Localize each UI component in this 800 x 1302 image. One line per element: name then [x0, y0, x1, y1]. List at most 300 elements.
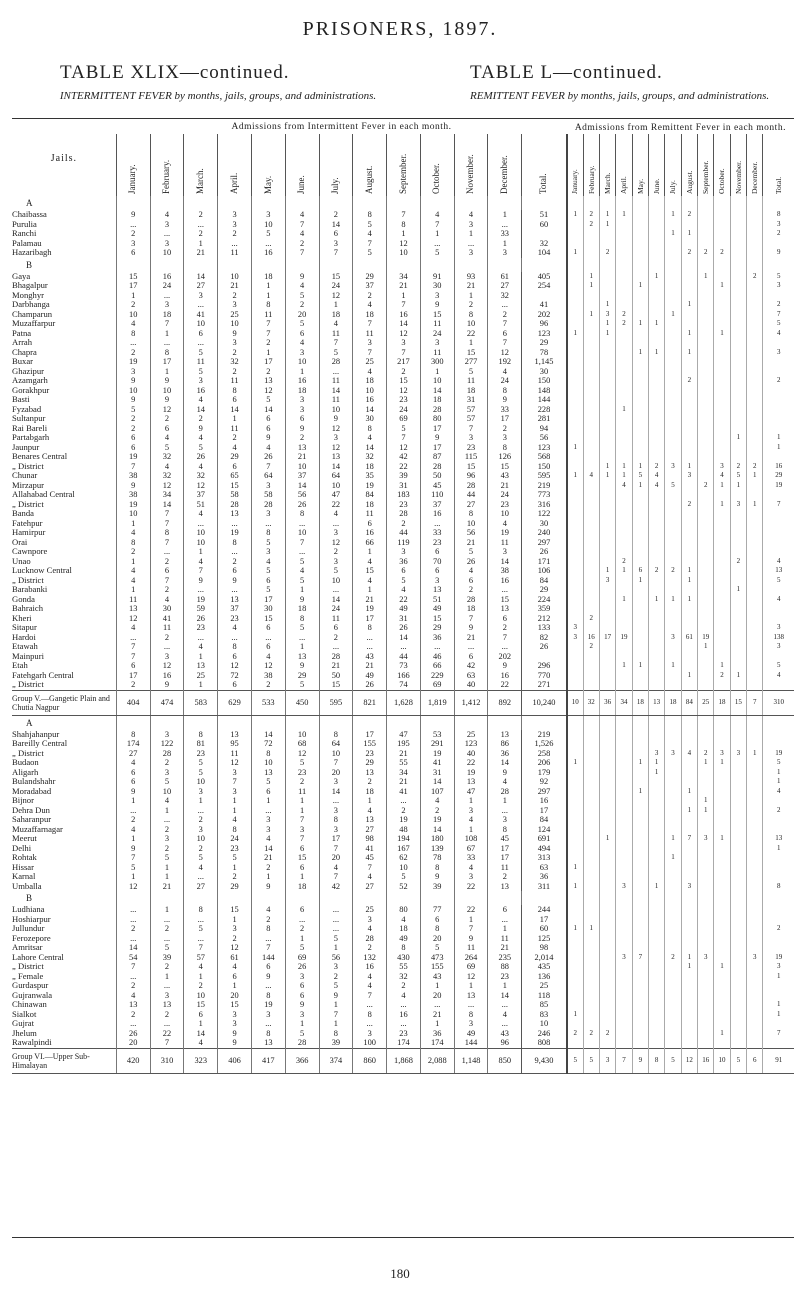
remittent-cell: 2 [698, 749, 714, 759]
intermittent-cell: 9 [488, 768, 522, 778]
intermittent-cell: ... [150, 915, 184, 925]
remittent-cell [616, 229, 632, 239]
intermittent-cell: 30 [251, 604, 285, 614]
intermittent-cell: 1 [387, 291, 421, 301]
intermittent-cell: 8 [420, 863, 454, 873]
intermittent-cell: ... [454, 642, 488, 652]
intermittent-cell: 6 [251, 414, 285, 424]
remittent-total-cell: 29 [763, 471, 794, 481]
remittent-cell [730, 248, 746, 258]
intermittent-cell: ... [218, 633, 252, 643]
empty-cell [218, 196, 252, 210]
remittent-cell [616, 281, 632, 291]
remittent-cell: 1 [681, 671, 697, 681]
intermittent-cell: 15 [218, 481, 252, 491]
intermittent-cell: ... [150, 547, 184, 557]
remittent-cell [665, 680, 681, 690]
intermittent-cell: 61 [488, 272, 522, 282]
remittent-month-header [567, 134, 583, 196]
intermittent-cell: 366 [285, 1048, 319, 1073]
intermittent-cell: 96 [488, 1038, 522, 1048]
intermittent-cell: 6 [116, 443, 150, 453]
empty-cell [763, 196, 794, 210]
remittent-cell [698, 863, 714, 873]
remittent-cell [632, 414, 648, 424]
remittent-cell: 2 [681, 376, 697, 386]
remittent-cell [747, 329, 763, 339]
empty-cell [616, 196, 632, 210]
intermittent-cell: 61 [218, 953, 252, 963]
intermittent-cell: ... [353, 1019, 387, 1029]
intermittent-cell: 42 [454, 661, 488, 671]
empty-cell [522, 196, 567, 210]
intermittent-cell: 7 [353, 319, 387, 329]
remittent-cell [747, 934, 763, 944]
intermittent-cell: 27 [488, 281, 522, 291]
intermittent-cell: 7 [353, 348, 387, 358]
remittent-cell [599, 239, 615, 249]
remittent-total-cell: 2 [763, 376, 794, 386]
remittent-cell [648, 953, 664, 963]
intermittent-cell: 11 [319, 376, 353, 386]
remittent-cell [665, 1010, 681, 1020]
intermittent-total-cell: 2,014 [522, 953, 567, 963]
intermittent-cell: 31 [387, 614, 421, 624]
intermittent-cell: 5 [285, 623, 319, 633]
empty-cell [665, 891, 681, 905]
remittent-cell: 1 [567, 248, 583, 258]
intermittent-cell: 12 [319, 443, 353, 453]
remittent-cell [616, 291, 632, 301]
intermittent-cell: 13 [420, 585, 454, 595]
intermittent-cell: 3 [285, 1010, 319, 1020]
remittent-cell [714, 872, 730, 882]
remittent-total-cell: 19 [763, 749, 794, 759]
table-row [12, 376, 794, 386]
intermittent-cell: 23 [285, 768, 319, 778]
remittent-cell: 1 [681, 787, 697, 797]
remittent-cell [648, 519, 664, 529]
intermittent-cell: 2 [353, 291, 387, 301]
intermittent-cell: ... [488, 806, 522, 816]
remittent-cell [665, 281, 681, 291]
intermittent-month-header [319, 134, 353, 196]
intermittent-cell: 2 [184, 414, 218, 424]
intermittent-cell: 9 [454, 934, 488, 944]
remittent-cell [681, 1010, 697, 1020]
intermittent-cell: 1 [285, 642, 319, 652]
remittent-cell [698, 614, 714, 624]
remittent-cell [747, 1010, 763, 1020]
intermittent-cell: 18 [420, 395, 454, 405]
month-label: April. [228, 172, 239, 194]
intermittent-cell: 14 [184, 405, 218, 415]
remittent-cell [698, 825, 714, 835]
intermittent-cell: 2 [285, 300, 319, 310]
remittent-cell: 1 [632, 661, 648, 671]
intermittent-cell: 2 [150, 962, 184, 972]
intermittent-cell: 17 [488, 844, 522, 854]
remittent-cell [747, 915, 763, 925]
intermittent-cell: 24 [319, 604, 353, 614]
intermittent-cell: 229 [420, 671, 454, 681]
remittent-cell [599, 924, 615, 934]
remittent-cell [583, 815, 599, 825]
intermittent-total-cell: 258 [522, 749, 567, 759]
jail-name: Bhagalpur [12, 281, 48, 290]
remittent-cell [681, 758, 697, 768]
intermittent-cell: 9 [420, 300, 454, 310]
remittent-cell [714, 424, 730, 434]
remittent-cell [567, 386, 583, 396]
remittent-total-cell: 1 [763, 433, 794, 443]
remittent-cell [698, 405, 714, 415]
remittent-cell [567, 367, 583, 377]
remittent-cell [665, 300, 681, 310]
remittent-total-cell [763, 414, 794, 424]
intermittent-cell: 50 [420, 471, 454, 481]
jail-name: Sitapur [12, 623, 37, 632]
intermittent-total-cell [522, 652, 567, 662]
jail-name: Ludhiana [12, 905, 45, 914]
intermittent-cell: 4 [184, 962, 218, 972]
intermittent-total-cell: 124 [522, 825, 567, 835]
remittent-cell [747, 376, 763, 386]
intermittent-cell: 5 [251, 777, 285, 787]
intermittent-cell: 21 [454, 281, 488, 291]
intermittent-cell: 1 [285, 806, 319, 816]
remittent-cell [599, 348, 615, 358]
jail-name: Meerut [12, 834, 37, 843]
remittent-cell [730, 825, 746, 835]
intermittent-cell: 850 [488, 1048, 522, 1073]
remittent-cell [747, 443, 763, 453]
intermittent-cell: ... [488, 585, 522, 595]
remittent-cell: 4 [714, 471, 730, 481]
remittent-cell [616, 519, 632, 529]
intermittent-cell: 19 [116, 452, 150, 462]
table-row [12, 614, 794, 624]
remittent-cell [730, 210, 746, 220]
remittent-cell [747, 528, 763, 538]
remittent-cell [714, 844, 730, 854]
remittent-cell [730, 239, 746, 249]
remittent-cell [698, 229, 714, 239]
remittent-cell [616, 972, 632, 982]
empty-cell [583, 715, 599, 730]
remittent-cell [567, 414, 583, 424]
empty-cell [648, 891, 664, 905]
remittent-cell: 5 [665, 1048, 681, 1073]
remittent-cell [730, 566, 746, 576]
month-label: October. [431, 163, 442, 194]
remittent-cell [698, 915, 714, 925]
remittent-cell [616, 1038, 632, 1048]
remittent-cell [665, 915, 681, 925]
remittent-cell [648, 730, 664, 740]
remittent-cell [616, 730, 632, 740]
intermittent-cell: 2 [319, 633, 353, 643]
intermittent-cell: 16 [353, 962, 387, 972]
intermittent-cell: 6 [251, 787, 285, 797]
intermittent-cell: 1 [251, 796, 285, 806]
jail-name: Hardoi [12, 632, 36, 642]
intermittent-cell: 14 [488, 557, 522, 567]
intermittent-cell: 15 [454, 348, 488, 358]
remittent-cell [648, 604, 664, 614]
intermittent-cell: 6 [488, 329, 522, 339]
remittent-cell [747, 557, 763, 567]
table-row [12, 462, 794, 472]
intermittent-month-header [454, 134, 488, 196]
remittent-cell [648, 614, 664, 624]
intermittent-cell: ... [488, 915, 522, 925]
remittent-cell [632, 300, 648, 310]
remittent-cell [698, 424, 714, 434]
remittent-cell [665, 509, 681, 519]
intermittent-cell: 13 [454, 991, 488, 1001]
remittent-cell [665, 1019, 681, 1029]
intermittent-cell: 2 [285, 924, 319, 934]
intermittent-total-cell: 150 [522, 462, 567, 472]
remittent-cell [632, 981, 648, 991]
remittent-cell: 1 [567, 863, 583, 873]
intermittent-total-cell: 26 [522, 642, 567, 652]
intermittent-cell: 1 [353, 796, 387, 806]
intermittent-cell: ... [387, 796, 421, 806]
intermittent-cell: 17 [251, 357, 285, 367]
intermittent-month-header [285, 134, 319, 196]
empty-cell [319, 715, 353, 730]
remittent-cell [747, 348, 763, 358]
remittent-cell [567, 834, 583, 844]
intermittent-cell: ... [251, 519, 285, 529]
remittent-cell [616, 680, 632, 690]
jail-name: „ District [12, 748, 44, 758]
intermittent-cell: 69 [285, 953, 319, 963]
remittent-cell [714, 528, 730, 538]
intermittent-cell: 4 [251, 652, 285, 662]
intermittent-cell: 6 [251, 623, 285, 633]
table-row [12, 557, 794, 567]
intermittent-month-header [387, 134, 421, 196]
intermittent-cell: 1 [116, 291, 150, 301]
table-row [12, 310, 794, 320]
remittent-cell [567, 452, 583, 462]
remittent-cell [583, 844, 599, 854]
jails-header: Jails. [50, 153, 78, 165]
remittent-cell [698, 943, 714, 953]
intermittent-cell: 11 [353, 509, 387, 519]
empty-cell [747, 715, 763, 730]
remittent-cell [698, 671, 714, 681]
intermittent-total-cell: 41 [522, 300, 567, 310]
remittent-cell [583, 462, 599, 472]
remittent-cell [632, 357, 648, 367]
empty-cell [285, 196, 319, 210]
remittent-cell [714, 509, 730, 519]
intermittent-cell: 10 [218, 319, 252, 329]
intermittent-cell: 39 [319, 1038, 353, 1048]
remittent-cell [567, 730, 583, 740]
remittent-cell [599, 595, 615, 605]
remittent-cell [616, 806, 632, 816]
intermittent-total-cell: 29 [522, 585, 567, 595]
remittent-cell [632, 595, 648, 605]
table-row [12, 730, 794, 740]
remittent-cell [583, 348, 599, 358]
intermittent-cell: 20 [420, 991, 454, 1001]
empty-cell [681, 196, 697, 210]
remittent-cell [665, 787, 681, 797]
remittent-cell: 1 [632, 481, 648, 491]
remittent-cell [616, 905, 632, 915]
intermittent-total-cell: 10 [522, 1019, 567, 1029]
remittent-cell [567, 576, 583, 586]
month-label: March. [195, 168, 206, 194]
intermittent-cell: 16 [285, 376, 319, 386]
intermittent-cell: 8 [488, 825, 522, 835]
intermittent-cell: 2 [150, 585, 184, 595]
remittent-cell [616, 376, 632, 386]
remittent-cell [665, 905, 681, 915]
intermittent-cell: 123 [454, 739, 488, 749]
page-title: PRISONERS, 1897. [302, 18, 498, 40]
remittent-cell [698, 300, 714, 310]
jail-name: Bahraich [12, 604, 44, 613]
table-row [12, 433, 794, 443]
remittent-cell [616, 443, 632, 453]
intermittent-cell: 21 [387, 749, 421, 759]
intermittent-cell: 7 [387, 210, 421, 220]
table-row [12, 566, 794, 576]
remittent-cell: 5 [665, 481, 681, 491]
intermittent-cell: 8 [251, 749, 285, 759]
intermittent-cell: 6 [218, 680, 252, 690]
intermittent-cell: 2 [150, 557, 184, 567]
remittent-cell [599, 281, 615, 291]
intermittent-cell: 3 [251, 210, 285, 220]
remittent-cell: 2 [648, 462, 664, 472]
intermittent-total-cell: 281 [522, 414, 567, 424]
remittent-cell: 1 [747, 471, 763, 481]
remittent-cell [698, 680, 714, 690]
remittent-cell: 5 [567, 1048, 583, 1073]
month-label: February. [586, 165, 596, 194]
remittent-total-cell: 3 [763, 220, 794, 230]
month-label: June. [651, 178, 661, 194]
intermittent-cell: 10 [420, 376, 454, 386]
remittent-cell [567, 310, 583, 320]
remittent-total-cell: 1 [763, 844, 794, 854]
remittent-cell [665, 338, 681, 348]
remittent-cell [747, 863, 763, 873]
remittent-cell [616, 220, 632, 230]
remittent-cell [567, 1000, 583, 1010]
remittent-cell [616, 386, 632, 396]
intermittent-cell: 2 [251, 338, 285, 348]
remittent-cell [698, 329, 714, 339]
intermittent-cell: 5 [184, 758, 218, 768]
remittent-cell: 1 [599, 834, 615, 844]
remittent-cell [665, 604, 681, 614]
remittent-month-header [698, 134, 714, 196]
intermittent-cell: 13 [116, 1000, 150, 1010]
remittent-cell [599, 272, 615, 282]
remittent-cell [616, 500, 632, 510]
table-row [12, 281, 794, 291]
intermittent-cell: 56 [319, 953, 353, 963]
intermittent-cell: 14 [319, 595, 353, 605]
remittent-cell [567, 953, 583, 963]
remittent-cell [616, 768, 632, 778]
intermittent-cell: ... [420, 519, 454, 529]
remittent-cell [747, 671, 763, 681]
intermittent-cell: 29 [353, 758, 387, 768]
intermittent-cell: 52 [387, 882, 421, 892]
intermittent-cell: 5 [420, 248, 454, 258]
remittent-cell [648, 787, 664, 797]
remittent-cell [632, 1000, 648, 1010]
intermittent-cell: ... [319, 796, 353, 806]
remittent-cell: 1 [698, 796, 714, 806]
intermittent-cell: 26 [116, 1029, 150, 1039]
remittent-cell [665, 239, 681, 249]
table-row [12, 329, 794, 339]
empty-cell [648, 715, 664, 730]
intermittent-cell: 13 [488, 604, 522, 614]
intermittent-cell: 20 [319, 768, 353, 778]
remittent-cell [648, 680, 664, 690]
intermittent-cell: 183 [387, 490, 421, 500]
intermittent-cell: 69 [454, 962, 488, 972]
remittent-cell: 1 [730, 585, 746, 595]
remittent-cell [730, 281, 746, 291]
remittent-total-cell [763, 905, 794, 915]
intermittent-cell: 7 [319, 338, 353, 348]
intermittent-cell: 6 [420, 566, 454, 576]
remittent-cell [599, 758, 615, 768]
remittent-cell [648, 806, 664, 816]
intermittent-cell: 4 [353, 924, 387, 934]
intermittent-cell: 25 [184, 671, 218, 681]
remittent-cell: 1 [632, 281, 648, 291]
table-row [12, 367, 794, 377]
intermittent-cell: 19 [353, 604, 387, 614]
intermittent-cell: 36 [420, 633, 454, 643]
remittent-cell [714, 547, 730, 557]
intermittent-cell: 122 [150, 739, 184, 749]
intermittent-cell: 19 [116, 500, 150, 510]
empty-cell [714, 715, 730, 730]
intermittent-cell: 10 [184, 991, 218, 1001]
remittent-cell [648, 338, 664, 348]
intermittent-cell: 5 [251, 229, 285, 239]
intermittent-cell: 1 [150, 367, 184, 377]
intermittent-cell: 3 [218, 338, 252, 348]
remittent-cell [681, 443, 697, 453]
remittent-cell [632, 863, 648, 873]
intermittent-total-cell: 691 [522, 834, 567, 844]
intermittent-cell: 8 [353, 623, 387, 633]
intermittent-cell: 11 [285, 787, 319, 797]
remittent-cell: 3 [567, 623, 583, 633]
intermittent-cell: 15 [251, 614, 285, 624]
remittent-cell: 1 [714, 281, 730, 291]
remittent-cell [648, 815, 664, 825]
remittent-cell [648, 500, 664, 510]
remittent-cell [665, 272, 681, 282]
